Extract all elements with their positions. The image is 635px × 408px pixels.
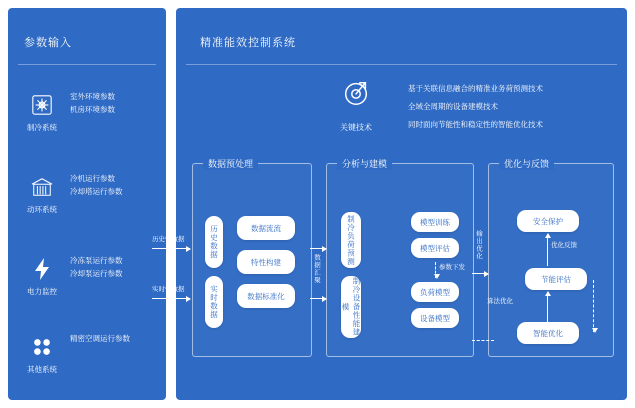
param-cooling-pump: 冷却泵运行参数 [70, 269, 123, 278]
section-data-preprocessing [192, 159, 312, 357]
group-other-system[interactable] [18, 328, 158, 386]
node-device-model[interactable]: 设备模型 [411, 308, 459, 328]
node-equipment-performance-model[interactable]: 制冷设备性能建模 [341, 277, 361, 337]
group-cooling-system-label: 制冷系统 [27, 123, 57, 132]
key-tech-item-1: 基于关联信息融合的精准业务荷预测技术 [408, 84, 543, 93]
target-icon [321, 78, 391, 114]
param-chilled-pump: 冷冻泵运行参数 [70, 256, 123, 265]
node-data-stream[interactable]: 数据流流 [237, 216, 295, 240]
right-panel-divider [186, 64, 617, 65]
right-panel-title: 精准能效控制系统 [200, 37, 296, 49]
param-cooling-tower-run: 冷却塔运行参数 [70, 187, 123, 196]
connector-opt-feedback-label: 优化反馈 [551, 242, 577, 249]
key-tech-item-3: 同时面向节能性和稳定性的智能优化技术 [408, 120, 543, 129]
param-chiller-run: 冷机运行参数 [70, 174, 115, 183]
group-cooling-system[interactable] [18, 86, 158, 144]
node-feature-build[interactable]: 特性构建 [237, 250, 295, 274]
group-power-monitor-label: 电力监控 [27, 287, 57, 296]
node-realtime-data[interactable]: 实时数据 [205, 276, 223, 328]
connector-param-down-label: 参数下发 [439, 264, 465, 271]
connector-output-opt [472, 273, 488, 274]
node-data-standardize[interactable]: 数据标准化 [237, 284, 295, 308]
connector-optimize-to-eval [547, 292, 548, 322]
node-benefit-eval[interactable]: 节能评估 [525, 268, 587, 290]
connector-algo-opt-label: 算法优化 [487, 298, 513, 305]
param-outdoor-env: 室外环境参数 [70, 92, 115, 101]
node-load-model[interactable]: 负荷模型 [411, 282, 459, 302]
connector-data-convergence-top [310, 248, 326, 249]
key-technology-list [408, 80, 608, 134]
node-safety-protect[interactable]: 安全保护 [517, 210, 579, 232]
key-tech-item-2: 全域全周期的设备建模技术 [408, 102, 498, 111]
connector-algo-opt [593, 280, 594, 332]
snowflake-icon [24, 88, 60, 122]
lightning-icon [24, 252, 60, 286]
nodes-icon [24, 330, 60, 364]
connector-param-down [435, 262, 436, 278]
node-model-train[interactable]: 模型训练 [411, 212, 459, 232]
param-room-env: 机房环境参数 [70, 105, 115, 114]
group-dynamic-env-system[interactable] [18, 168, 158, 226]
key-technology-label: 关键技术 [340, 123, 372, 132]
section-optimization-feedback-title: 优化与反馈 [499, 157, 554, 170]
group-other-system-label: 其他系统 [27, 365, 57, 374]
connector-data-convergence-label: 数据汇聚 [313, 254, 320, 284]
node-model-eval[interactable]: 模型评估 [411, 238, 459, 258]
node-cooling-load-forecast[interactable]: 制冷负荷预测 [341, 212, 361, 268]
section-analysis-modeling [326, 159, 474, 357]
param-precision-ac: 精密空调运行参数 [70, 334, 130, 343]
left-panel-title: 参数输入 [24, 37, 72, 49]
node-history-data[interactable]: 历史数据 [205, 216, 223, 268]
left-panel-divider [18, 64, 156, 65]
connector-realtime-data-label: 实时性数据 [152, 286, 185, 293]
parameter-input-panel [8, 8, 166, 400]
building-icon [24, 170, 60, 204]
connector-history-data [152, 248, 190, 249]
group-power-monitor[interactable] [18, 250, 158, 308]
section-data-preprocessing-title: 数据预处理 [203, 157, 258, 170]
connector-eval-to-safety [547, 234, 548, 266]
connector-output-opt-label: 输出优化 [475, 230, 482, 260]
connector-data-convergence-bottom [310, 298, 326, 299]
connector-history-data-label: 历史性数据 [152, 236, 185, 243]
section-optimization-feedback [487, 159, 614, 357]
connector-feedback-line [472, 340, 494, 341]
section-analysis-modeling-title: 分析与建模 [337, 157, 392, 170]
key-technology-block [321, 78, 391, 140]
control-system-panel [152, 8, 627, 400]
group-dynamic-env-label: 动环系统 [27, 205, 57, 214]
connector-realtime-data [152, 298, 190, 299]
node-smart-optimize[interactable]: 智能优化 [517, 322, 579, 344]
